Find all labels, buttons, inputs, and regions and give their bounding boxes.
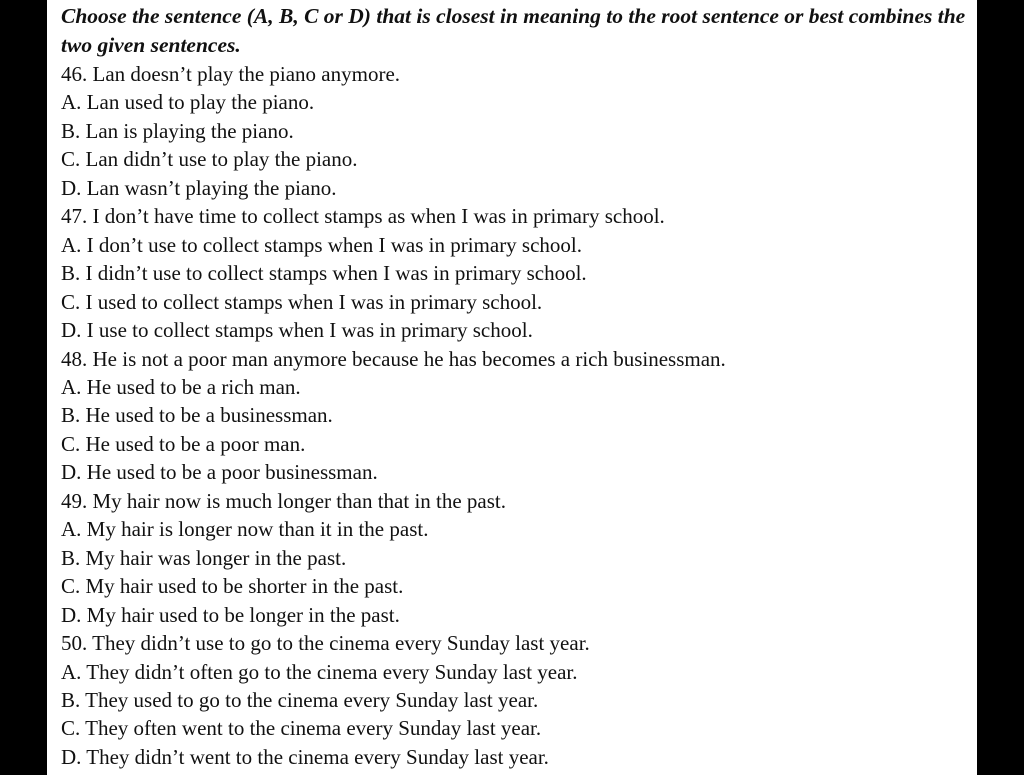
option-d: D. I use to collect stamps when I was in primary school. xyxy=(61,318,533,343)
question-46 xyxy=(61,60,973,202)
option-b: B. He used to be a businessman. xyxy=(61,403,333,428)
question-stem: 47. I don’t have time to collect stamps as when I was in primary school. xyxy=(61,204,665,229)
option-a: A. Lan used to play the piano. xyxy=(61,90,315,115)
question-48 xyxy=(61,345,973,487)
question-49 xyxy=(61,487,973,629)
option-b: B. My hair was longer in the past. xyxy=(61,545,347,570)
question-stem: 48. He is not a poor man anymore because he has becomes a rich businessman. xyxy=(61,346,726,371)
question-47 xyxy=(61,202,973,344)
option-d: D. He used to be a poor businessman. xyxy=(61,460,378,485)
option-d: D. Lan wasn’t playing the piano. xyxy=(61,175,337,200)
option-c: C. My hair used to be shorter in the past. xyxy=(61,574,404,599)
option-c: C. I used to collect stamps when I was in primary school. xyxy=(61,289,543,314)
option-c: C. He used to be a poor man. xyxy=(61,431,306,456)
option-a: A. I don’t use to collect stamps when I was in primary school. xyxy=(61,232,583,257)
option-b: B. They used to go to the cinema every Sunday last year. xyxy=(61,687,539,712)
worksheet-content xyxy=(61,2,973,771)
option-a: A. My hair is longer now than it in the past. xyxy=(61,517,429,542)
document-page xyxy=(47,0,977,775)
option-d: D. My hair used to be longer in the past. xyxy=(61,602,400,627)
instruction-text: Choose the sentence (A, B, C or D) that is closest in meaning to the root sentence or best combines the two given sentences. xyxy=(61,4,966,57)
option-c: C. Lan didn’t use to play the piano. xyxy=(61,147,358,172)
option-b: B. I didn’t use to collect stamps when I was in primary school. xyxy=(61,261,587,286)
option-d: D. They didn’t went to the cinema every Sunday last year. xyxy=(61,744,549,769)
question-stem: 49. My hair now is much longer than that in the past. xyxy=(61,488,507,513)
option-c: C. They often went to the cinema every Sunday last year. xyxy=(61,716,542,741)
option-a: A. They didn’t often go to the cinema every Sunday last year. xyxy=(61,659,578,684)
option-a: A. He used to be a rich man. xyxy=(61,374,301,399)
question-stem: 46. Lan doesn’t play the piano anymore. xyxy=(61,62,401,86)
question-50 xyxy=(61,629,973,771)
option-b: B. Lan is playing the piano. xyxy=(61,118,294,143)
question-stem: 50. They didn’t use to go to the cinema every Sunday last year. xyxy=(61,631,590,656)
